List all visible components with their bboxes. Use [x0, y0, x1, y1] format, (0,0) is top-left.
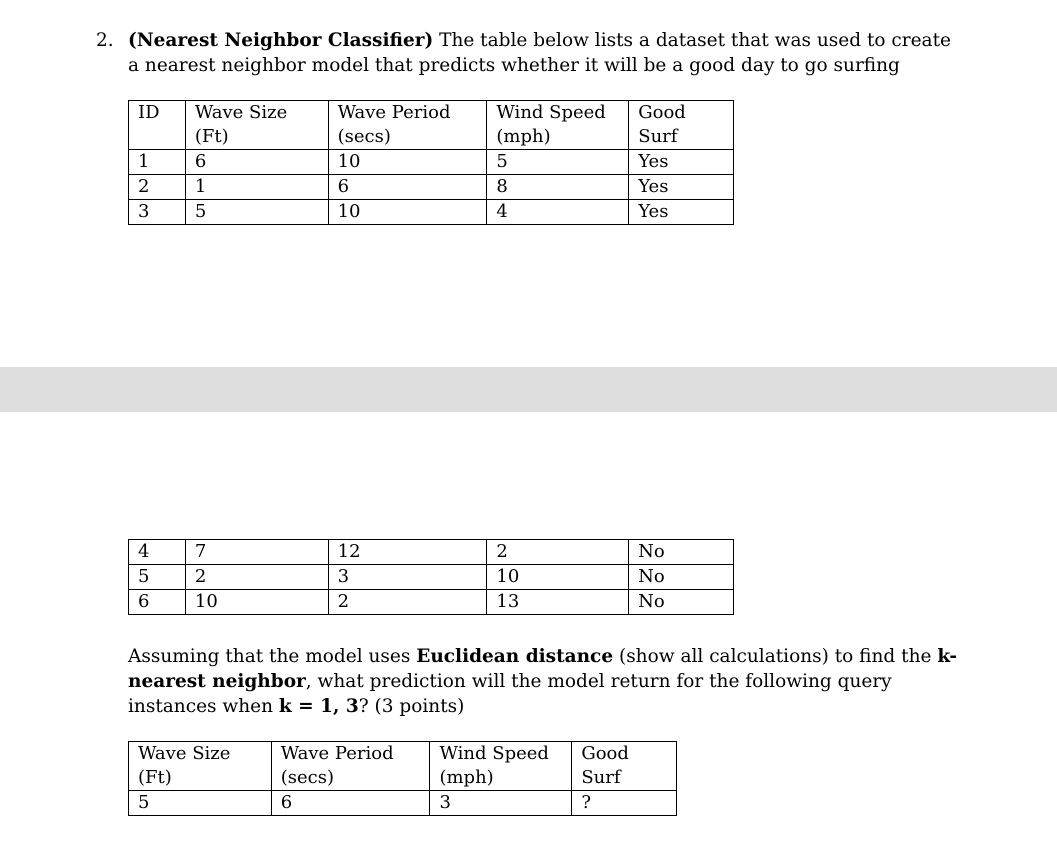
table-cell: 2: [185, 565, 328, 590]
table-cell: 1: [185, 175, 328, 200]
header-cell: Good Surf: [629, 101, 734, 150]
table-cell: 10: [328, 150, 487, 175]
table-cell: 2: [129, 175, 186, 200]
table-row: [129, 791, 677, 816]
dataset-table-continued: [128, 539, 734, 615]
table-row: [129, 590, 734, 615]
followup-question: Assuming that the model uses Euclidean distance (show all calculations) to find the k-nearest neighbor, what prediction will the model return for the following query instances when k = 1, 3? (3 points): [128, 646, 958, 717]
header-cell: ID: [129, 101, 186, 150]
table-cell: 5: [185, 200, 328, 225]
header-cell: Wave Period (secs): [328, 101, 487, 150]
table-cell: 2: [487, 540, 629, 565]
table-cell: 6: [129, 590, 186, 615]
dataset-table: [128, 100, 734, 225]
query-table: [128, 741, 677, 816]
page-break-divider: [0, 367, 1057, 412]
question-intro: The table below lists a dataset that was used to create a nearest neighbor model that predicts whether it will be a good day to go surfing: [128, 30, 951, 76]
table-cell: 7: [185, 540, 328, 565]
question-number: 2.: [96, 30, 114, 51]
table-cell: ?: [572, 791, 677, 816]
table-row: [129, 200, 734, 225]
table-cell: Yes: [629, 150, 734, 175]
table-cell: 3: [328, 565, 487, 590]
header-cell: Wave Size (Ft): [129, 742, 272, 791]
header-cell: Good Surf: [572, 742, 677, 791]
table-cell: No: [629, 540, 734, 565]
header-cell: Wind Speed (mph): [430, 742, 572, 791]
table-header-row: [129, 742, 677, 791]
emphasis-k-values: k = 1, 3: [278, 696, 359, 717]
table-row: [129, 175, 734, 200]
table-row: [129, 150, 734, 175]
question-text: [128, 28, 958, 78]
table-cell: 6: [328, 175, 487, 200]
table-cell: Yes: [629, 175, 734, 200]
table-cell: Yes: [629, 200, 734, 225]
table-row: [129, 540, 734, 565]
question-title: (Nearest Neighbor Classifier): [128, 30, 434, 51]
table-cell: 13: [487, 590, 629, 615]
table-cell: 3: [430, 791, 572, 816]
table-cell: 8: [487, 175, 629, 200]
table-cell: 5: [129, 565, 186, 590]
table-cell: No: [629, 565, 734, 590]
header-cell: Wind Speed (mph): [487, 101, 629, 150]
table-row: [129, 565, 734, 590]
table-header-row: [129, 101, 734, 150]
table-cell: 5: [129, 791, 272, 816]
header-cell: Wave Size (Ft): [185, 101, 328, 150]
table-cell: 4: [487, 200, 629, 225]
table-cell: 10: [328, 200, 487, 225]
table-cell: 10: [185, 590, 328, 615]
emphasis-knn: k-nearest neighbor: [128, 646, 958, 692]
table-cell: 6: [271, 791, 430, 816]
table-cell: 2: [328, 590, 487, 615]
table-cell: 1: [129, 150, 186, 175]
table-cell: 10: [487, 565, 629, 590]
table-cell: 6: [185, 150, 328, 175]
table-cell: 3: [129, 200, 186, 225]
table-cell: 4: [129, 540, 186, 565]
page-top: [0, 0, 1057, 367]
table-cell: No: [629, 590, 734, 615]
table-cell: 12: [328, 540, 487, 565]
header-cell: Wave Period (secs): [271, 742, 430, 791]
table-cell: 5: [487, 150, 629, 175]
emphasis-euclidean: Euclidean distance: [416, 646, 614, 667]
